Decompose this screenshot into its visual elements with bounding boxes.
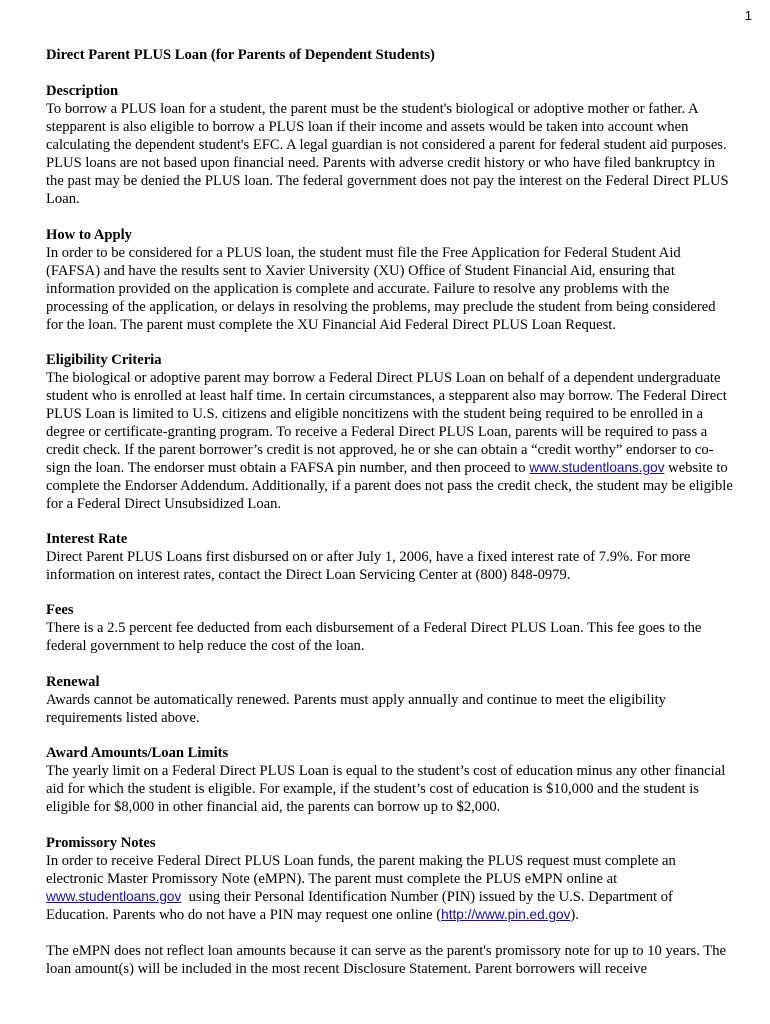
renewal-section — [46, 673, 734, 727]
document-title: Direct Parent PLUS Loan (for Parents of Dependent Students) — [46, 47, 435, 63]
eligibility-text-a: The biological or adoptive parent may borrow a Federal Direct PLUS Loan on behalf of a dependent undergraduate student who is enrolled at least half time. In certain circumstances, a stepparent also may borrow. The Federal Direct PLUS Loan is limited to U.S. citizens and eligible noncitizens with the student being required to be enrolled in a degree or certificate-granting program. To receive a Federal Direct PLUS Loan, parents will be required to pass a credit check. If the parent borrower’s credit is not approved, he or she can obtain a “credit worthy” endorser to co-sign the loan. The endorser must obtain a FAFSA pin number, and then proceed to — [46, 370, 727, 476]
description-heading: Description — [46, 83, 119, 99]
promissory-text-c: ). — [570, 907, 579, 923]
pin-ed-gov-link[interactable]: http://www.pin.ed.gov — [441, 907, 571, 922]
award-amounts-body: The yearly limit on a Federal Direct PLUS Loan is equal to the student’s cost of education minus any other financial aid for which the student is eligible. For example, if the student’s cost of education is $10,000 and the student is eligible for $8,000 in other financial aid, the parents can borrow up to $2,000. — [46, 763, 726, 815]
eligibility-body — [46, 369, 734, 513]
eligibility-heading: Eligibility Criteria — [46, 352, 162, 368]
empn-body: The eMPN does not reflect loan amounts because it can serve as the parent's promissory note for up to 10 years. The loan amount(s) will be included in the most recent Disclosure Statement. Parent borrowers will receive — [46, 943, 726, 977]
studentloans-link[interactable]: www.studentloans.gov — [529, 460, 665, 475]
promissory-notes-heading: Promissory Notes — [46, 835, 156, 851]
description-section — [46, 82, 734, 208]
eligibility-text-b: website to complete the Endorser Addendum. Additionally, if a parent does not pass the credit check, the student may be eligible for a Federal Direct Unsubsidized Loan. — [46, 460, 733, 512]
page-number: 1 — [744, 8, 752, 23]
renewal-heading: Renewal — [46, 674, 100, 690]
interest-rate-body: Direct Parent PLUS Loans first disbursed on or after July 1, 2006, have a fixed interest rate of 7.9%. For more information on interest rates, contact the Direct Loan Servicing Center at (800) 848-0979. — [46, 549, 691, 583]
how-to-apply-section — [46, 226, 734, 334]
how-to-apply-body: In order to be considered for a PLUS loan, the student must file the Free Application for Federal Student Aid (FAFSA) and have the results sent to Xavier University (XU) Office of Student Financial Aid, ensuring that information provided on the application is complete and accurate. Failure to resolve any problems with the processing of the application, or delays in resolving the problems, may preclude the student from being considered for the loan. The parent must complete the XU Financial Aid Federal Direct PLUS Loan Request. — [46, 245, 716, 333]
interest-rate-heading: Interest Rate — [46, 531, 128, 547]
award-amounts-heading: Award Amounts/Loan Limits — [46, 745, 229, 761]
fees-body: There is a 2.5 percent fee deducted from each disbursement of a Federal Direct PLUS Loan. This fee goes to the federal government to help reduce the cost of the loan. — [46, 620, 702, 654]
promissory-text-b: using their Personal Identification Number (PIN) issued by the U.S. Department of Education. Parents who do not have a PIN may request one online ( — [46, 889, 677, 923]
renewal-body: Awards cannot be automatically renewed. Parents must apply annually and continue to meet the eligibility requirements listed above. — [46, 692, 666, 726]
eligibility-section — [46, 351, 734, 513]
interest-rate-section — [46, 530, 734, 584]
fees-heading: Fees — [46, 602, 74, 618]
promissory-text-a: In order to receive Federal Direct PLUS Loan funds, the parent making the PLUS request must complete an electronic Master Promissory Note (eMPN). The parent must complete the PLUS eMPN online at — [46, 853, 676, 887]
description-body: To borrow a PLUS loan for a student, the parent must be the student's biological or adoptive mother or father. A stepparent is also eligible to borrow a PLUS loan if their income and assets would be taken into account when calculating the dependent student's EFC. A legal guardian is not considered a parent for federal student aid purposes. PLUS loans are not based upon financial need. Parents with adverse credit history or who have filed bankruptcy in the past may be denied the PLUS loan. The federal government does not pay the interest on the Federal Direct PLUS Loan. — [46, 101, 729, 207]
fees-section — [46, 601, 734, 655]
award-amounts-section — [46, 744, 734, 816]
studentloans-link-2[interactable]: www.studentloans.gov — [46, 889, 182, 904]
promissory-notes-section — [46, 834, 734, 978]
promissory-notes-body — [46, 852, 734, 924]
how-to-apply-heading: How to Apply — [46, 227, 132, 243]
